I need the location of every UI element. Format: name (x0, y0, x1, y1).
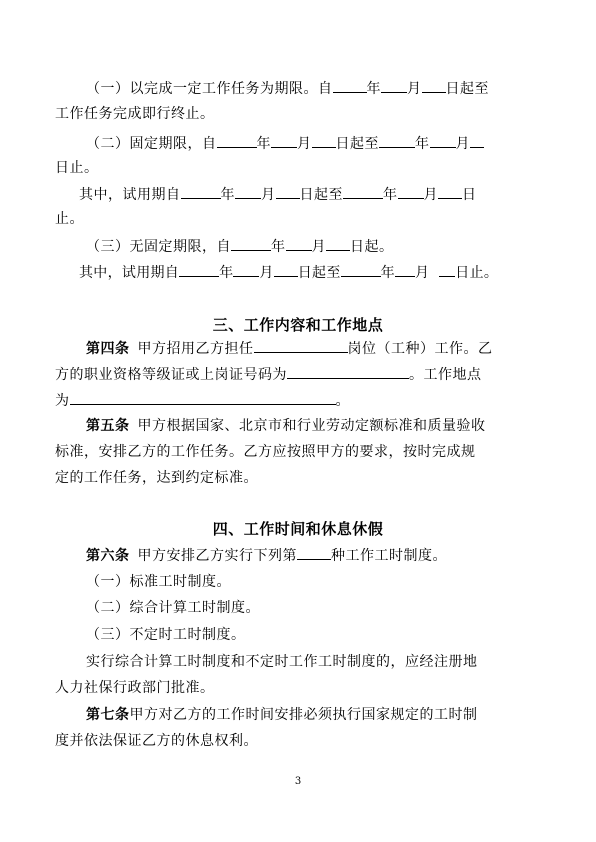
label-day-to: 日起至 (335, 136, 379, 152)
label-month: 月 (407, 81, 422, 97)
blank-position (254, 338, 348, 353)
article-6-option-1: （一）标准工时制度。 (86, 574, 231, 590)
article-6-text: 甲方安排乙方实行下列第 (137, 548, 297, 564)
probation-2 (79, 262, 559, 283)
blank-day (326, 236, 350, 251)
label-day-2: 日止。 (455, 265, 499, 281)
label-year: 年 (271, 239, 286, 255)
blank-month-2 (430, 133, 456, 148)
blank-month (271, 133, 297, 148)
blank-day (422, 78, 446, 93)
article-5-text: 甲方根据国家、北京市和行业劳动定额标准和质量验收 (137, 418, 486, 434)
blank-year (179, 262, 219, 277)
blank-day (312, 133, 336, 148)
article-4-line3 (55, 390, 545, 411)
blank-work-location (70, 390, 336, 405)
article-6-text-2: 种工作工时制度。 (331, 548, 447, 564)
article-4-text: 甲方招用乙方担任 (137, 341, 254, 357)
label-year: 年 (219, 265, 234, 281)
article-7-label: 第七条 (86, 707, 130, 723)
blank-year-2 (343, 184, 383, 199)
section-4-title: 四、工作时间和休息休假 (212, 520, 384, 538)
label-day-to: 日起至 (297, 265, 341, 281)
article-5-line1 (86, 416, 556, 436)
label-month-2: 月 (414, 265, 430, 281)
label-month-2: 月 (423, 187, 438, 203)
article-5-line3: 定的工作任务，达到约定标准。 (55, 470, 258, 486)
article-4-text-5: 为 (55, 393, 70, 409)
article-6-option-2: （二）综合计算工时制度。 (86, 600, 260, 616)
article-6-note-line1: 实行综合计算工时制度和不定时工作工时制度的，应经注册地 (86, 654, 478, 670)
article-7-text: 甲方对乙方的工作时间安排必须执行国家规定的工时制 (129, 707, 478, 723)
clause-fixed-term-line1 (86, 133, 556, 154)
article-4-text-2: 岗位（工种）工作。乙 (347, 341, 493, 357)
blank-month (233, 262, 259, 277)
clause-fixed-task-line2: 工作任务完成即行终止。 (55, 106, 215, 122)
label-year: 年 (220, 187, 235, 203)
clause-fixed-task-line1 (86, 78, 556, 99)
clause-text: （二）固定期限，自 (86, 136, 217, 152)
article-4-line2 (55, 364, 545, 385)
page-number: 3 (294, 776, 302, 787)
label-year-2: 年 (380, 265, 395, 281)
article-4-line1 (86, 338, 556, 359)
label-day: 日起。 (350, 239, 394, 255)
label-day-2: 日 (462, 187, 477, 203)
label-year-2: 年 (383, 187, 398, 203)
article-4-text-6: 。 (335, 393, 350, 409)
blank-month (235, 184, 261, 199)
article-6-note-line2: 人力社保行政部门批准。 (55, 680, 215, 696)
blank-year (333, 78, 367, 93)
label-month: 月 (311, 239, 326, 255)
blank-day (274, 262, 298, 277)
clause-text: （三）无固定期限，自 (86, 239, 231, 255)
label-month: 月 (261, 187, 276, 203)
blank-month-2 (398, 184, 424, 199)
label-year: 年 (256, 136, 271, 152)
blank-system-number (297, 545, 331, 560)
article-4-text-4: 。工作地点 (409, 367, 482, 383)
blank-month-2 (395, 262, 415, 277)
blank-day-2 (438, 184, 462, 199)
article-7-line1 (86, 705, 556, 725)
label-day: 日起至 (445, 81, 489, 97)
article-6-line1 (86, 545, 556, 566)
blank-year (231, 236, 271, 251)
article-4-label: 第四条 (86, 341, 130, 357)
blank-cert-number (287, 364, 409, 379)
article-5-line2: 标准，安排乙方的工作任务。乙方应按照甲方的要求，按时完成规 (55, 444, 476, 460)
label-month: 月 (259, 265, 274, 281)
probation-text: 其中，试用期自 (79, 187, 181, 203)
label-month-2: 月 (455, 136, 470, 152)
blank-year (181, 184, 221, 199)
article-7-line2: 度并依法保证乙方的休息权利。 (55, 733, 258, 749)
probation-text: 其中，试用期自 (79, 265, 180, 281)
blank-month (286, 236, 312, 251)
blank-year (217, 133, 257, 148)
blank-month (381, 78, 407, 93)
probation-1-line1 (79, 184, 559, 205)
article-6-option-3: （三）不定时工时制度。 (86, 627, 246, 643)
section-3-title: 三、工作内容和工作地点 (212, 316, 384, 334)
blank-day-2 (439, 262, 455, 277)
label-day-to: 日起至 (299, 187, 343, 203)
article-5-label: 第五条 (86, 418, 130, 434)
clause-open-term (86, 236, 556, 257)
label-year-2: 年 (415, 136, 430, 152)
label-month: 月 (297, 136, 312, 152)
blank-year-2 (379, 133, 415, 148)
label-year: 年 (366, 81, 381, 97)
blank-year-2 (341, 262, 381, 277)
clause-text: （一）以完成一定工作任务为期限。自 (86, 81, 333, 97)
article-6-label: 第六条 (86, 548, 130, 564)
probation-1-line2: 止。 (55, 211, 84, 227)
blank-day (276, 184, 300, 199)
blank-day-2 (470, 133, 484, 148)
article-4-text-3: 方的职业资格等级证或上岗证号码为 (55, 367, 287, 383)
clause-fixed-term-line2: 日止。 (55, 160, 99, 176)
